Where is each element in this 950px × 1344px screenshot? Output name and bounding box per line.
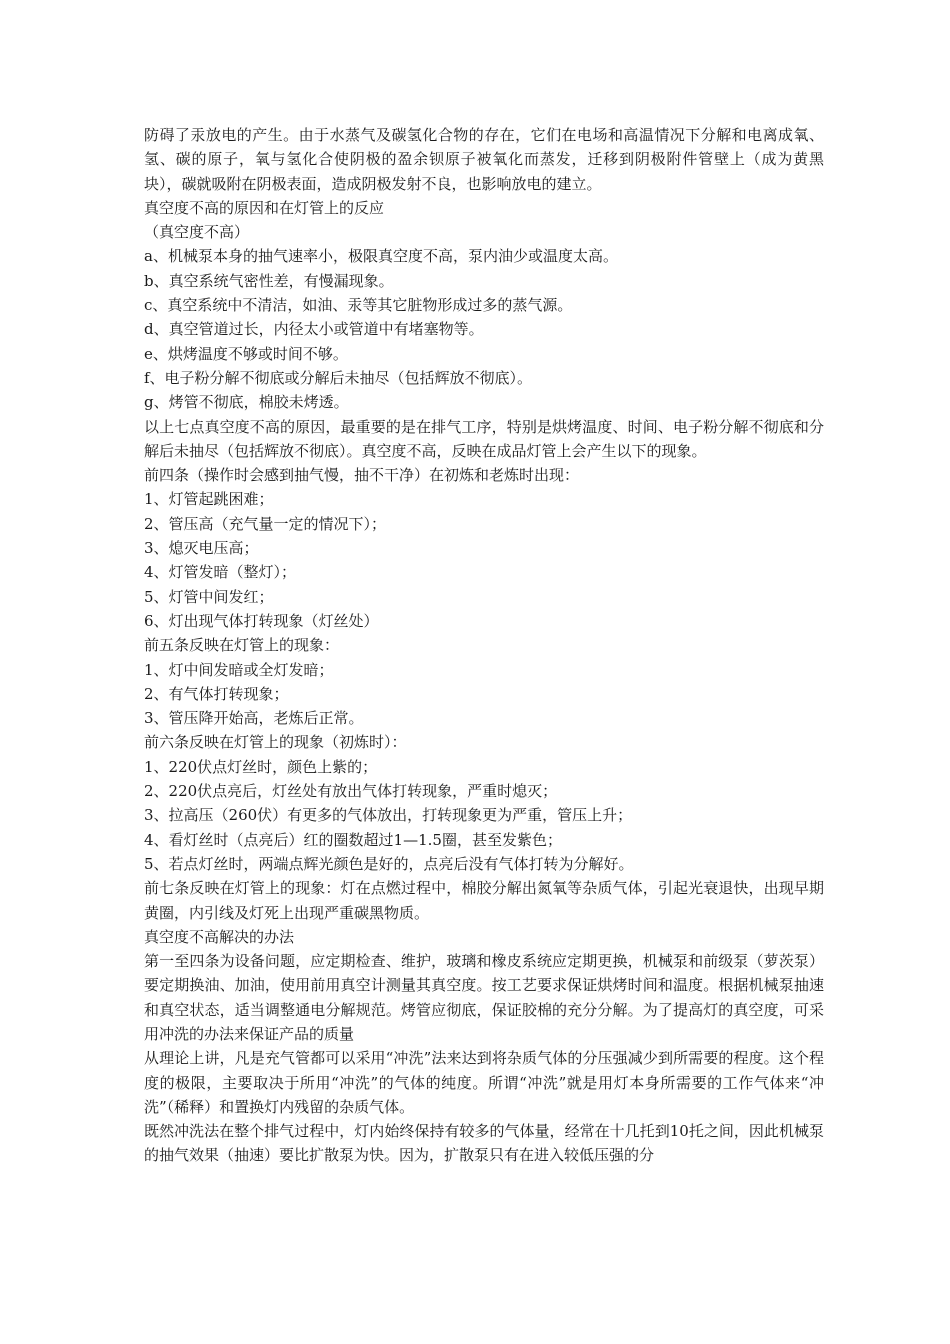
paragraph: e、烘烤温度不够或时间不够。 xyxy=(144,344,348,363)
paragraph: 2、有气体打转现象； xyxy=(144,684,289,703)
paragraph: 6、灯出现气体打转现象（灯丝处） xyxy=(144,611,379,630)
paragraph: 2、管压高（充气量一定的情况下）； xyxy=(144,514,387,533)
paragraph: （真空度不高） xyxy=(144,223,250,242)
paragraph: 3、拉高压（260伏）有更多的气体放出，打转现象更为严重，管压上升； xyxy=(144,806,633,825)
paragraph: 以上七点真空度不高的原因，最重要的是在排气工序，特别是烘烤温度、时间、电子粉分解不彻底和分解后未抽尽（包括辉放不彻底）。真空度不高，反映在成品灯管上会产生以下的现象。 xyxy=(144,417,824,460)
paragraph: 前六条反映在灯管上的现象（初炼时）： xyxy=(144,733,407,752)
paragraph: 从理论上讲，凡是充气管都可以采用“冲洗”法来达到将杂质气体的分压强减少到所需要的程度。这个程度的极限，主要取决于所用“冲洗”的气体的纯度。所谓“冲洗”就是用灯本身所需要的工作气体来“冲洗”（稀释）和置换灯内残留的杂质气体。 xyxy=(144,1049,824,1116)
paragraph: 前五条反映在灯管上的现象： xyxy=(144,636,340,655)
paragraph: 真空度不高解决的办法 xyxy=(144,927,295,946)
paragraph: 3、管压降开始高，老炼后正常。 xyxy=(144,709,364,728)
paragraph: 既然冲洗法在整个排气过程中，灯内始终保持有较多的气体量，经常在十几托到10托之间，因此机械泵的抽气效果（抽速）要比扩散泵为快。因为，扩散泵只有在进入较低压强的分 xyxy=(144,1122,824,1165)
paragraph: 1、220伏点灯丝时，颜色上紫的； xyxy=(144,757,378,776)
paragraph: 1、灯中间发暗或全灯发暗； xyxy=(144,660,334,679)
paragraph: 第一至四条为设备问题，应定期检查、维护，玻璃和橡皮系统应定期更换，机械泵和前级泵（萝茨泵）要定期换油、加油，使用前用真空计测量其真空度。按工艺要求保证烘烤时间和温度。根据机械泵抽速和真空状态，适当调整通电分解规范。烤管应彻底，保证胶棉的充分分解。为了提高灯的真空度，可采用冲洗的办法来保证产品的质量 xyxy=(144,952,824,1043)
paragraph: 前四条（操作时会感到抽气慢，抽不干净）在初炼和老炼时出现： xyxy=(144,466,580,485)
paragraph: 前七条反映在灯管上的现象：灯在点燃过程中，棉胶分解出氮氧等杂质气体，引起光衰退快，出现早期黄圈，内引线及灯死上出现严重碳黑物质。 xyxy=(144,879,824,922)
paragraph: 5、若点灯丝时，两端点辉光颜色是好的，点亮后没有气体打转为分解好。 xyxy=(144,854,634,873)
paragraph: 1、灯管起跳困难； xyxy=(144,490,274,509)
paragraph: 真空度不高的原因和在灯管上的反应 xyxy=(144,198,385,217)
paragraph: g、烤管不彻底，棉胶未烤透。 xyxy=(144,393,349,412)
paragraph: 5、灯管中间发红； xyxy=(144,587,274,606)
paragraph: 防碍了汞放电的产生。由于水蒸气及碳氢化合物的存在，它们在电场和高温情况下分解和电离成氧、氢、碳的原子，氧与氢化合使阴极的盈余钡原子被氧化而蒸发，迁移到阴极附件管壁上（成为黄黑块），碳就吸附在阴极表面，造成阴极发射不良，也影响放电的建立。 xyxy=(144,126,824,193)
paragraph: c、真空系统中不清洁，如油、汞等其它脏物形成过多的蒸气源。 xyxy=(144,296,573,315)
paragraph: b、真空系统气密性差，有慢漏现象。 xyxy=(144,271,394,290)
paragraph: 3、熄灭电压高； xyxy=(144,539,259,558)
paragraph: 2、220伏点亮后，灯丝处有放出气体打转现象，严重时熄灭； xyxy=(144,782,558,801)
paragraph: 4、灯管发暗（整灯）； xyxy=(144,563,297,582)
paragraph: a、机械泵本身的抽气速率小，极限真空度不高，泵内油少或温度太高。 xyxy=(144,247,618,266)
document-body xyxy=(144,123,824,1168)
paragraph: f、电子粉分解不彻底或分解后未抽尽（包括辉放不彻底）。 xyxy=(144,368,533,387)
paragraph: 4、看灯丝时（点亮后）红的圈数超过1—1.5圈，甚至发紫色； xyxy=(144,830,562,849)
paragraph: d、真空管道过长，内径太小或管道中有堵塞物等。 xyxy=(144,320,484,339)
